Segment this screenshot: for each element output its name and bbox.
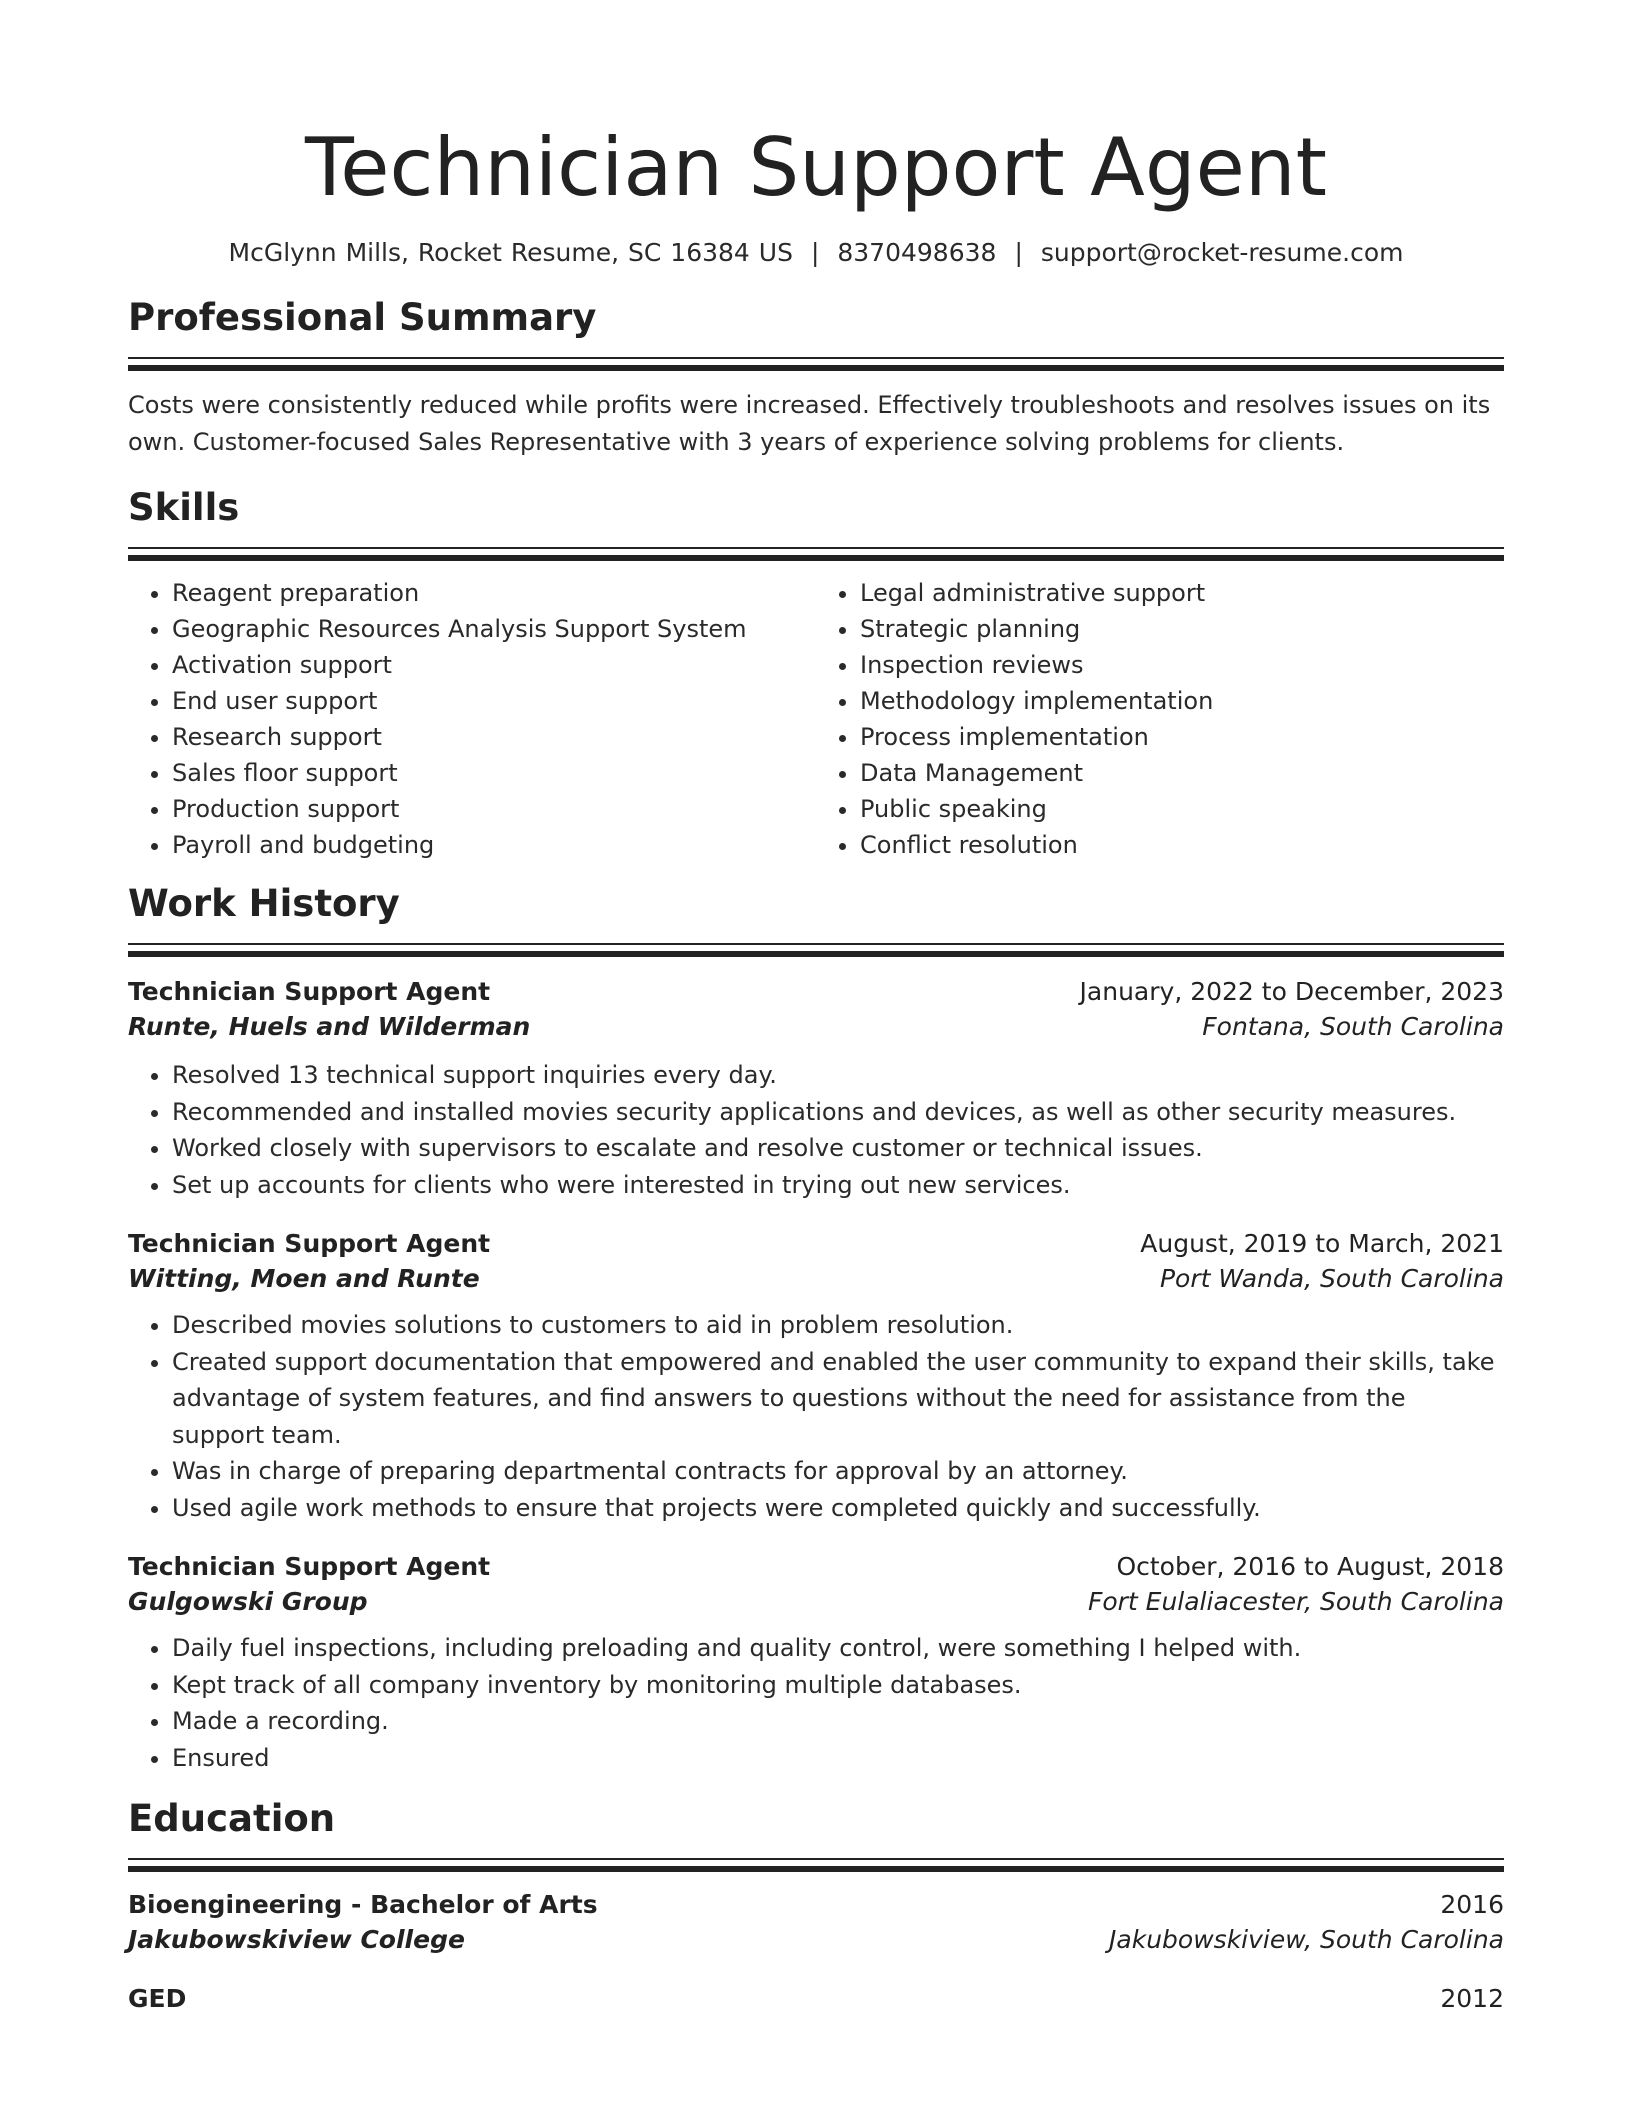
section-divider xyxy=(128,357,1504,371)
job-company: Gulgowski Group xyxy=(128,1587,368,1616)
contact-phone: 8370498638 xyxy=(837,238,997,267)
skill-item: • End user support xyxy=(172,683,816,719)
job-location: Fort Eulaliacester, South Carolina xyxy=(1087,1587,1504,1616)
education-heading: Education xyxy=(128,1797,336,1840)
work-section xyxy=(128,879,1504,1776)
job-dates: January, 2022 to December, 2023 xyxy=(1079,977,1504,1006)
skill-item: • Sales floor support xyxy=(172,755,816,791)
contact-separator: | xyxy=(810,238,820,267)
graduation-year: 2016 xyxy=(1440,1890,1504,1919)
duty-item: • Recommended and installed movies security applications and devices, as well as other security measures. xyxy=(172,1094,1504,1131)
job-duties xyxy=(128,1057,1504,1203)
skill-item: • Inspection reviews xyxy=(860,647,1504,683)
job-duties xyxy=(128,1307,1504,1526)
resume-page xyxy=(128,118,1504,2013)
job-location: Port Wanda, South Carolina xyxy=(1159,1264,1504,1293)
duty-item: • Set up accounts for clients who were interested in trying out new services. xyxy=(172,1167,1504,1204)
contact-email: support@rocket-resume.com xyxy=(1040,238,1404,267)
job-entry xyxy=(128,1229,1504,1526)
job-company: Runte, Huels and Wilderman xyxy=(128,1012,531,1041)
job-dates: August, 2019 to March, 2021 xyxy=(1140,1229,1504,1258)
graduation-year: 2012 xyxy=(1440,1984,1504,2013)
duty-item: • Resolved 13 technical support inquiries every day. xyxy=(172,1057,1504,1094)
skill-item: • Activation support xyxy=(172,647,816,683)
skill-item: • Research support xyxy=(172,719,816,755)
job-location: Fontana, South Carolina xyxy=(1202,1012,1504,1041)
skill-item: • Reagent preparation xyxy=(172,575,816,611)
work-heading: Work History xyxy=(128,882,400,925)
duty-item: • Ensured xyxy=(172,1740,1504,1777)
skills-section xyxy=(128,483,1504,863)
section-divider xyxy=(128,943,1504,957)
skill-item: • Payroll and budgeting xyxy=(172,827,816,863)
skills-column-left xyxy=(128,575,816,863)
school-location: Jakubowskiview, South Carolina xyxy=(1109,1925,1504,1954)
summary-section xyxy=(128,293,1504,461)
education-entry xyxy=(128,1984,1504,2013)
job-dates: October, 2016 to August, 2018 xyxy=(1116,1552,1504,1581)
skill-item: • Conflict resolution xyxy=(860,827,1504,863)
skill-item: • Geographic Resources Analysis Support System xyxy=(172,611,816,647)
skills-heading: Skills xyxy=(128,486,240,529)
job-title: Technician Support Agent xyxy=(128,1229,491,1258)
duty-item: • Daily fuel inspections, including preloading and quality control, were something I helped with. xyxy=(172,1630,1504,1667)
job-title: Technician Support Agent xyxy=(128,977,491,1006)
duty-item: • Was in charge of preparing departmental contracts for approval by an attorney. xyxy=(172,1453,1504,1490)
education-entry xyxy=(128,1890,1504,1954)
contact-address: McGlynn Mills, Rocket Resume, SC 16384 US xyxy=(228,238,793,267)
job-title: Technician Support Agent xyxy=(128,1552,491,1581)
contact-line xyxy=(128,238,1504,267)
job-company: Witting, Moen and Runte xyxy=(128,1264,480,1293)
duty-item: • Described movies solutions to customers to aid in problem resolution. xyxy=(172,1307,1504,1344)
duty-item: • Worked closely with supervisors to escalate and resolve customer or technical issues. xyxy=(172,1130,1504,1167)
education-section xyxy=(128,1794,1504,2013)
degree: Bioengineering - Bachelor of Arts xyxy=(128,1890,598,1919)
skill-item: • Data Management xyxy=(860,755,1504,791)
duty-item: • Kept track of all company inventory by monitoring multiple databases. xyxy=(172,1667,1504,1704)
summary-text: Costs were consistently reduced while profits were increased. Effectively troubleshoots and resolves issues on its own. Customer-focused Sales Representative with 3 years of experience solving problems for clients. xyxy=(128,391,1491,456)
skill-item: • Legal administrative support xyxy=(860,575,1504,611)
resume-title: Technician Support Agent xyxy=(305,121,1327,214)
duty-item: • Made a recording. xyxy=(172,1703,1504,1740)
skill-item: • Production support xyxy=(172,791,816,827)
job-entry xyxy=(128,1552,1504,1776)
section-divider xyxy=(128,1858,1504,1872)
job-entry xyxy=(128,977,1504,1203)
skill-item: • Process implementation xyxy=(860,719,1504,755)
duty-item: • Created support documentation that empowered and enabled the user community to expand their skills, take advantage of system features, and find answers to questions without the need for assistance from the support team. xyxy=(172,1344,1504,1454)
job-duties xyxy=(128,1630,1504,1776)
skill-item: • Methodology implementation xyxy=(860,683,1504,719)
contact-separator: | xyxy=(1014,238,1023,267)
duty-item: • Used agile work methods to ensure that projects were completed quickly and successfully. xyxy=(172,1490,1504,1527)
summary-heading: Professional Summary xyxy=(128,296,597,339)
school-name: Jakubowskiview College xyxy=(128,1925,465,1954)
skill-item: • Public speaking xyxy=(860,791,1504,827)
skills-list xyxy=(128,575,1504,863)
section-divider xyxy=(128,547,1504,561)
skills-column-right xyxy=(816,575,1504,863)
skill-item: • Strategic planning xyxy=(860,611,1504,647)
degree: GED xyxy=(128,1984,187,2013)
